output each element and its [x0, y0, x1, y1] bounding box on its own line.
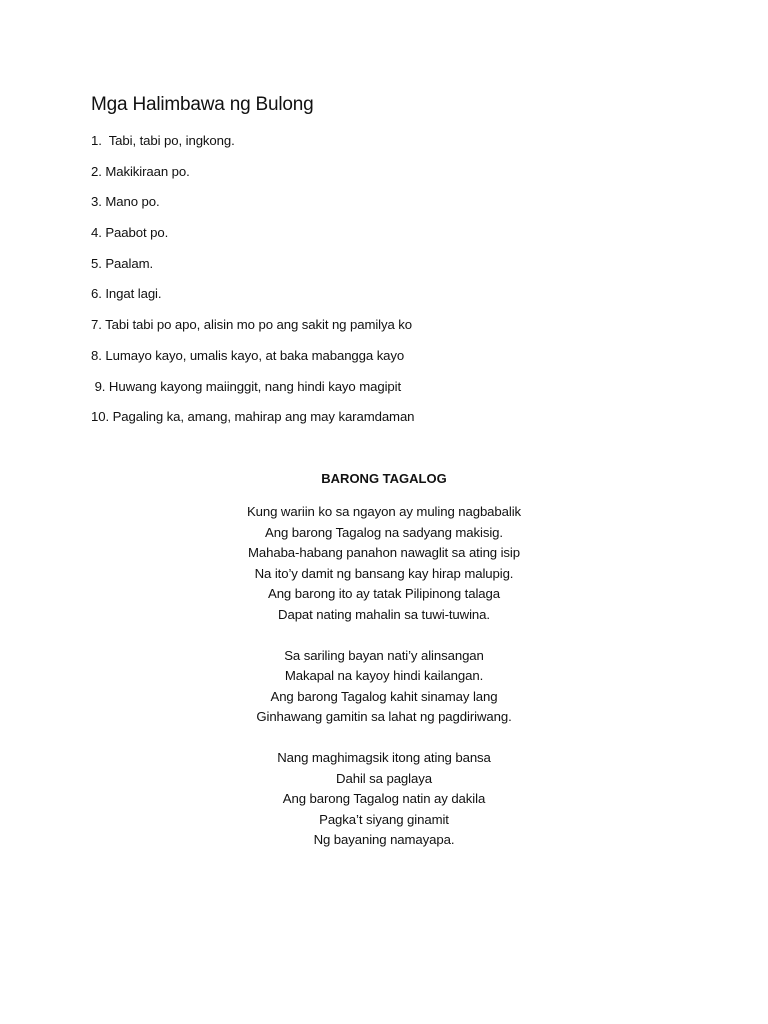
poem-stanza-1: [0, 502, 768, 625]
list-item: 4. Paabot po.: [91, 225, 169, 241]
poem-line: Sa sariling bayan nati’y alinsangan: [284, 647, 484, 663]
poem-title: BARONG TAGALOG: [321, 471, 447, 486]
list-item: 3. Mano po.: [91, 194, 160, 210]
poem: [0, 470, 768, 871]
list-item: 1. Tabi, tabi po, ingkong.: [91, 133, 235, 148]
poem-line: Makapal na kayoy hindi kailangan.: [284, 668, 484, 683]
list-item: 2. Makikiraan po.: [91, 163, 190, 179]
poem-line: Ang barong Tagalog kahit sinamay lang: [270, 688, 498, 704]
poem-line: Kung wariin ko sa ngayon ay muling nagbabalik: [246, 504, 522, 519]
poem-line: Na ito’y damit ng bansang kay hirap malupig.: [254, 565, 514, 581]
poem-line: Ang barong Tagalog natin ay dakila: [282, 791, 486, 806]
poem-line: Nang maghimagsik itong ating bansa: [277, 750, 491, 765]
poem-line: Dapat nating mahalin sa tuwi-tuwina.: [278, 606, 490, 622]
poem-line: Ginhawang gamitin sa lahat ng pagdiriwang.: [256, 709, 512, 724]
poem-stanza-3: [0, 748, 768, 851]
list-item: 7. Tabi tabi po apo, alisin mo po ang sakit ng pamilya ko: [91, 317, 413, 333]
list-item: 8. Lumayo kayo, umalis kayo, at baka mabangga kayo: [91, 347, 405, 363]
page-title: Mga Halimbawa ng Bulong: [91, 94, 314, 115]
poem-line: Pagka’t siyang ginamit: [319, 811, 449, 827]
list-item: 5. Paalam.: [91, 255, 154, 271]
poem-stanza-2: [0, 646, 768, 728]
bulong-list: [91, 131, 414, 438]
poem-line: Ang barong Tagalog na sadyang makisig.: [265, 524, 503, 540]
poem-line: Ng bayaning namayapa.: [313, 832, 455, 847]
poem-line: Ang barong ito ay tatak Pilipinong talaga: [268, 586, 500, 601]
poem-line: Dahil sa paglaya: [336, 770, 432, 786]
list-item: 10. Pagaling ka, amang, mahirap ang may karamdaman: [91, 409, 415, 425]
poem-line: Mahaba-habang panahon nawaglit sa ating isip: [247, 545, 520, 560]
list-item: 6. Ingat lagi.: [91, 286, 162, 302]
list-item: 9. Huwang kayong maiinggit, nang hindi kayo magipit: [91, 378, 402, 394]
